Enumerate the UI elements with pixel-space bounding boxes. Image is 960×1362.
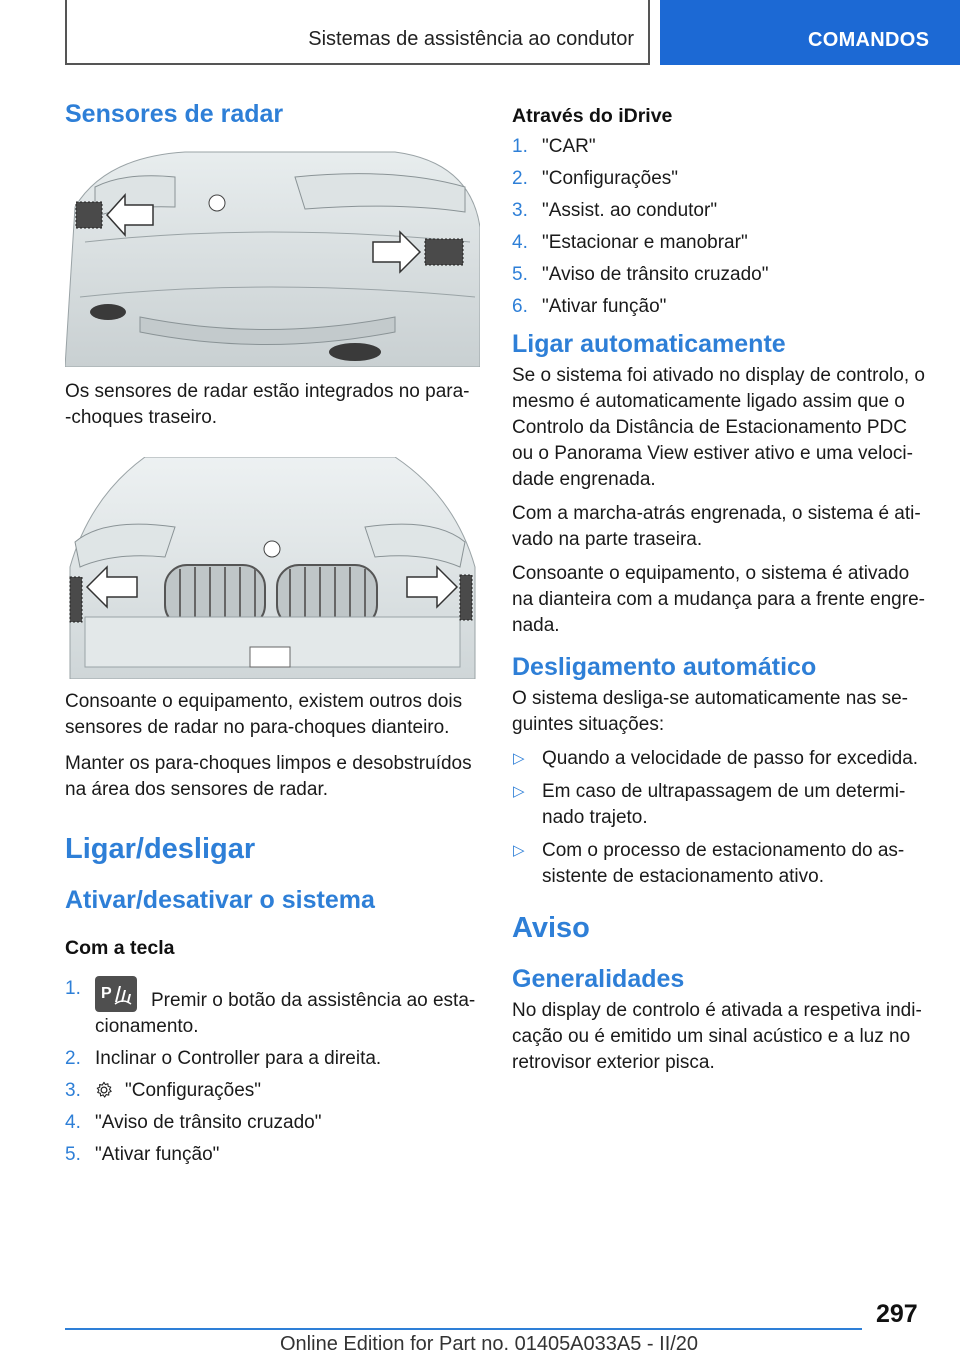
bullet-triangle-icon: ▷ <box>513 842 525 859</box>
bullet-triangle-icon: ▷ <box>513 750 525 767</box>
step-number: 6. <box>512 296 528 317</box>
keep-clean-text: Manter os para-choques limpos e desobstruídos na área dos sensores de radar. <box>65 753 472 800</box>
list-item <box>65 1142 480 1168</box>
chapter-tab[interactable] <box>660 0 960 65</box>
list-item <box>512 838 932 890</box>
list-item <box>512 746 932 772</box>
parking-assist-button-icon <box>95 976 137 1012</box>
step-text: Inclinar o Controller para a direita. <box>95 1048 382 1069</box>
footer-divider <box>65 1328 862 1330</box>
step-text: "Configurações" <box>125 1080 262 1101</box>
heading-auto-off: Desligamento automático <box>512 653 817 681</box>
bullet-text: Em caso de ultrapassagem de um determi-nado trajeto. <box>542 781 906 828</box>
step-number: 1. <box>512 136 528 157</box>
heading-general: Generalidades <box>512 965 685 993</box>
list-item <box>512 134 932 160</box>
bullet-triangle-icon: ▷ <box>513 783 525 800</box>
step-number: 5. <box>512 264 528 285</box>
list-item <box>512 166 932 192</box>
step-number: 2. <box>512 168 528 189</box>
auto-off-bullets <box>512 746 932 890</box>
chapter-tab-label: COMANDOS <box>808 29 930 51</box>
step-number: 5. <box>65 1144 81 1165</box>
step-number: 3. <box>512 200 528 221</box>
step-text: Premir o botão da assistência ao esta-cionamento. <box>95 990 476 1037</box>
idrive-steps-list <box>512 134 932 320</box>
key-steps-list <box>65 976 480 1168</box>
step-text: "Aviso de trânsito cruzado" <box>95 1112 322 1133</box>
front-sensor-text: Consoante o equipamento, existem outros dois sensores de radar no para-choques dianteiro. <box>65 691 463 738</box>
auto-on-text-3: Consoante o equipamento, o sistema é ativado na dianteira com a mudança para a frente engre-nada. <box>512 563 925 636</box>
right-column <box>512 100 932 1076</box>
section-title: Sistemas de assistência ao condutor <box>308 28 634 50</box>
left-column <box>65 100 480 1174</box>
list-item <box>512 294 932 320</box>
auto-on-text-1: Se o sistema foi ativado no display de controlo, o mesmo é automaticamente ligado assim que o Controlo da Distância de Estacionamento PDC ou o Panorama View estiver ativo e uma veloci-dade engrenada. <box>512 365 925 490</box>
auto-off-text: O sistema desliga-se automaticamente nas se-guintes situações: <box>512 688 909 735</box>
heading-with-key: Com a tecla <box>65 937 175 959</box>
heading-on-off: Ligar/desligar <box>65 833 256 865</box>
step-text: "Estacionar e manobrar" <box>542 232 748 253</box>
step-number: 4. <box>65 1112 81 1133</box>
list-item <box>65 1110 480 1136</box>
step-number: 1. <box>65 978 81 999</box>
page-number: 297 <box>876 1300 918 1328</box>
step-number: 4. <box>512 232 528 253</box>
general-text: No display de controlo é ativada a respetiva indi-cação ou é emitido um sinal acústico e a luz no retrovisor exterior pisca. <box>512 1000 922 1073</box>
edition-note: Online Edition for Part no. 01405A033A5 - II/20 <box>280 1333 699 1355</box>
rear-bumper-figure <box>65 147 480 367</box>
list-item <box>512 230 932 256</box>
header-frame <box>65 0 650 65</box>
step-text: "Ativar função" <box>542 296 667 317</box>
heading-radar-sensors: Sensores de radar <box>65 100 284 128</box>
step-text: "CAR" <box>542 136 596 157</box>
step-text: "Assist. ao condutor" <box>542 200 718 221</box>
step-number: 3. <box>65 1080 81 1101</box>
heading-activate-system: Ativar/desativar o sistema <box>65 886 375 914</box>
step-text: "Aviso de trânsito cruzado" <box>542 264 769 285</box>
step-number: 2. <box>65 1048 81 1069</box>
heading-auto-on: Ligar automaticamente <box>512 330 786 358</box>
rear-sensor-text: Os sensores de radar estão integrados no para- -choques traseiro. <box>65 381 470 428</box>
list-item <box>512 262 932 288</box>
gear-icon <box>95 1081 113 1099</box>
bullet-text: Com o processo de estacionamento do as-sistente de estacionamento ativo. <box>542 840 905 887</box>
list-item <box>512 779 932 831</box>
heading-via-idrive: Através do iDrive <box>512 105 673 127</box>
step-text: "Ativar função" <box>95 1144 220 1165</box>
list-item <box>65 1078 480 1104</box>
svg-text:P: P <box>101 985 112 1002</box>
front-bumper-figure <box>65 457 480 679</box>
step-text: "Configurações" <box>542 168 679 189</box>
heading-warning: Aviso <box>512 912 590 944</box>
list-item <box>65 1046 480 1072</box>
list-item <box>65 976 480 1040</box>
auto-on-text-2: Com a marcha-atrás engrenada, o sistema é ati-vado na parte traseira. <box>512 503 921 550</box>
list-item <box>512 198 932 224</box>
bullet-text: Quando a velocidade de passo for excedida. <box>542 748 919 769</box>
